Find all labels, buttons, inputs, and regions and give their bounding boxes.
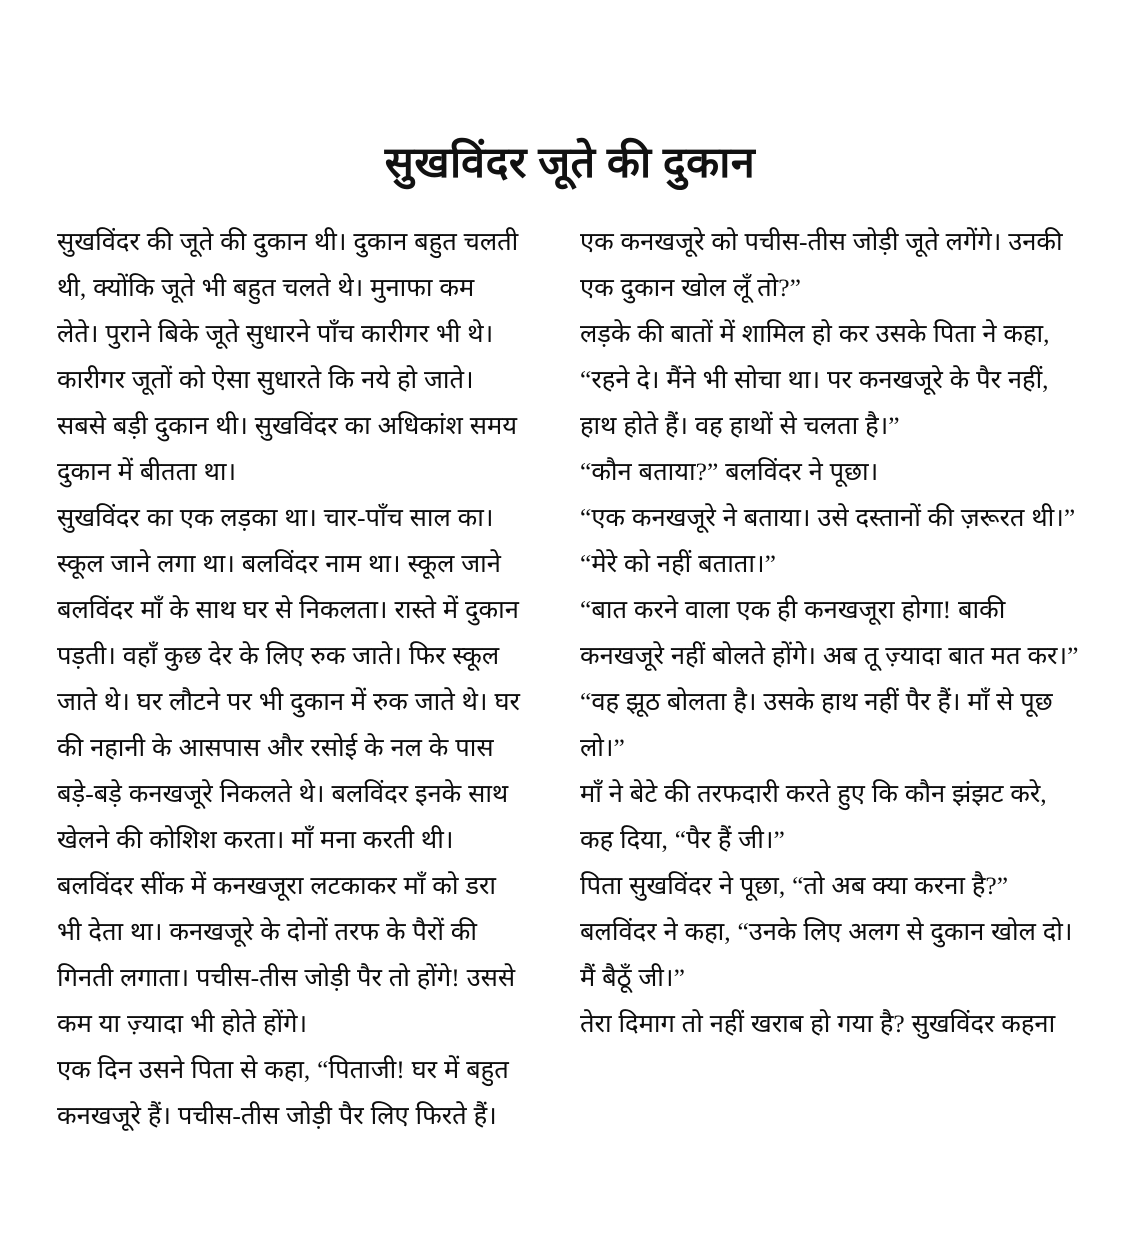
paragraph: पिता सुखविंदर ने पूछा, “तो अब क्या करना है?” <box>580 871 1009 900</box>
paragraph: माँ ने बेटे की तरफदारी करते हुए कि कौन झंझट करे, कह दिया, “पैर हैं जी।” <box>580 779 1047 854</box>
paragraph: “कौन बताया?” बलविंदर ने पूछा। <box>580 457 879 486</box>
paragraph: सुखविंदर का एक लड़का था। चार-पाँच साल का। स्कूल जाने लगा था। बलविंदर नाम था। स्कूल जाने बलविंदर माँ के साथ घर से निकलता। रास्ते में दुकान पड़ती। वहाँ कुछ देर के लिए रुक जाते। फिर स्कूल जाते थे। घर लौटने पर भी दुकान में रुक जाते थे। घर की नहानी के आसपास और रसोई के नल के पास बड़े-बड़े कनखजूरे निकलते थे। बलविंदर इनके साथ खेलने की कोशिश करता। माँ मना करती थी। <box>57 503 520 854</box>
column-container <box>0 219 1140 1139</box>
paragraph: बलविंदर सींक में कनखजूरा लटकाकर माँ को डरा भी देता था। कनखजूरे के दोनों तरफ के पैरों की गिनती लगाता। पचीस-तीस जोड़ी पैर तो होंगे! उससे कम या ज़्यादा भी होते होंगे। <box>57 871 516 1038</box>
text-column-right <box>580 219 1082 1047</box>
paragraph: “एक कनखजूरे ने बताया। उसे दस्तानों की ज़रूरत थी।” <box>580 503 1076 532</box>
paragraph: “वह झूठ बोलता है। उसके हाथ नहीं पैर हैं। माँ से पूछ लो।” <box>580 687 1053 762</box>
paragraph: एक कनखजूरे को पचीस-तीस जोड़ी जूते लगेंगे। उनकी एक दुकान खोल लूँ तो?” <box>580 227 1063 302</box>
page-title: सुखविंदर जूते की दुकान <box>384 139 756 187</box>
paragraph: “बात करने वाला एक ही कनखजूरा होगा! बाकी कनखजूरे नहीं बोलते होंगे। अब तू ज़्यादा बात मत कर।” <box>580 595 1079 670</box>
paragraph: लड़के की बातों में शामिल हो कर उसके पिता ने कहा, “रहने दे। मैंने भी सोचा था। पर कनखजूरे के पैर नहीं, हाथ होते हैं। वह हाथों से चलता है।” <box>580 319 1050 440</box>
paragraph: सुखविंदर की जूते की दुकान थी। दुकान बहुत चलती थी, क्योंकि जूते भी बहुत चलते थे। मुनाफा कम लेते। पुराने बिके जूते सुधारने पाँच कारीगर भी थे। कारीगर जूतों को ऐसा सुधारते कि नये हो जाते। सबसे बड़ी दुकान थी। सुखविंदर का अधिकांश समय दुकान में बीतता था। <box>57 227 519 486</box>
text-column-left <box>57 219 522 1139</box>
paragraph: तेरा दिमाग तो नहीं खराब हो गया है? सुखविंदर कहना <box>580 1009 1056 1038</box>
paragraph: एक दिन उसने पिता से कहा, “पिताजी! घर में बहुत कनखजूरे हैं। पचीस-तीस जोड़ी पैर लिए फिरते हैं। <box>57 1055 509 1130</box>
paragraph: बलविंदर ने कहा, “उनके लिए अलग से दुकान खोल दो। मैं बैठूँ जी।” <box>580 917 1073 992</box>
paragraph: “मेरे को नहीं बताता।” <box>580 549 776 578</box>
